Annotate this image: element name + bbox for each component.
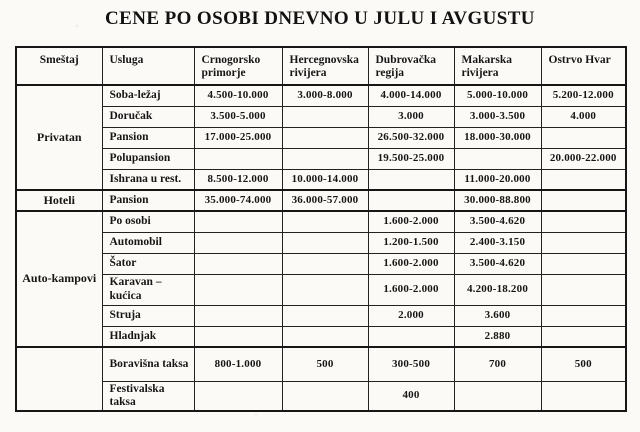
table-row (16, 347, 626, 381)
value-cell: 1.200-1.500 (368, 232, 454, 253)
table-row (16, 274, 626, 305)
header-ostrvo-hvar: Ostrvo Hvar (541, 47, 626, 85)
service-cell: Pansion (102, 127, 194, 148)
value-cell: 10.000-14.000 (282, 169, 368, 190)
value-cell (541, 381, 626, 411)
value-cell: 4.000 (541, 106, 626, 127)
service-cell: Polupansion (102, 148, 194, 169)
value-cell (282, 305, 368, 326)
service-cell: Festivalska taksa (102, 381, 194, 411)
service-cell: Ishrana u rest. (102, 169, 194, 190)
header-dubrovacka-regija: Dubrovačka regija (368, 47, 454, 85)
table-row (16, 232, 626, 253)
value-cell: 11.000-20.000 (454, 169, 541, 190)
value-cell: 3.500-4.620 (454, 211, 541, 232)
value-cell: 18.000-30.000 (454, 127, 541, 148)
value-cell (541, 169, 626, 190)
service-cell: Automobil (102, 232, 194, 253)
value-cell (194, 148, 282, 169)
value-cell: 500 (282, 347, 368, 381)
group-cell-empty (16, 347, 102, 411)
value-cell (541, 253, 626, 274)
value-cell (282, 274, 368, 305)
header-hercegnovska-rivijera: Hercegnovska rivijera (282, 47, 368, 85)
table-row (16, 127, 626, 148)
value-cell: 2.000 (368, 305, 454, 326)
value-cell (194, 253, 282, 274)
value-cell: 800-1.000 (194, 347, 282, 381)
service-cell: Karavan – kućica (102, 274, 194, 305)
value-cell (194, 326, 282, 347)
value-cell (282, 127, 368, 148)
value-cell (282, 326, 368, 347)
header-usluga: Usluga (102, 47, 194, 85)
value-cell (541, 326, 626, 347)
value-cell: 2.400-3.150 (454, 232, 541, 253)
header-smestaj: Smeštaj (16, 47, 102, 85)
value-cell: 3.600 (454, 305, 541, 326)
value-cell: 4.000-14.000 (368, 85, 454, 106)
service-cell: Pansion (102, 190, 194, 211)
value-cell (541, 305, 626, 326)
table-row (16, 190, 626, 211)
table-row (16, 381, 626, 411)
value-cell: 300-500 (368, 347, 454, 381)
table-row (16, 169, 626, 190)
value-cell (282, 253, 368, 274)
value-cell: 1.600-2.000 (368, 274, 454, 305)
value-cell (282, 148, 368, 169)
value-cell (282, 106, 368, 127)
value-cell: 1.600-2.000 (368, 211, 454, 232)
value-cell (541, 190, 626, 211)
value-cell (541, 127, 626, 148)
table-row (16, 326, 626, 347)
table-row (16, 106, 626, 127)
value-cell: 2.880 (454, 326, 541, 347)
value-cell (194, 381, 282, 411)
value-cell: 400 (368, 381, 454, 411)
table-row (16, 253, 626, 274)
value-cell (194, 232, 282, 253)
value-cell (541, 274, 626, 305)
group-cell-hoteli: Hoteli (16, 190, 102, 211)
service-cell: Boravišna taksa (102, 347, 194, 381)
value-cell: 19.500-25.000 (368, 148, 454, 169)
table-row (16, 211, 626, 232)
value-cell (194, 305, 282, 326)
table-row (16, 148, 626, 169)
page-title: CENE PO OSOBI DNEVNO U JULU I AVGUSTU (105, 8, 535, 29)
value-cell: 20.000-22.000 (541, 148, 626, 169)
service-cell: Po osobi (102, 211, 194, 232)
value-cell: 4.500-10.000 (194, 85, 282, 106)
group-cell-auto-kampovi: Auto-kampovi (16, 211, 102, 347)
header-crnogorsko-primorje: Crnogorsko primorje (194, 47, 282, 85)
value-cell: 36.000-57.000 (282, 190, 368, 211)
value-cell (282, 381, 368, 411)
table-row (16, 85, 626, 106)
value-cell: 3.000-8.000 (282, 85, 368, 106)
service-cell: Šator (102, 253, 194, 274)
table-row (16, 305, 626, 326)
value-cell: 500 (541, 347, 626, 381)
value-cell: 700 (454, 347, 541, 381)
value-cell: 3.000 (368, 106, 454, 127)
value-cell (282, 211, 368, 232)
value-cell: 8.500-12.000 (194, 169, 282, 190)
value-cell: 3.000-3.500 (454, 106, 541, 127)
value-cell (368, 190, 454, 211)
value-cell (194, 211, 282, 232)
value-cell: 17.000-25.000 (194, 127, 282, 148)
value-cell: 5.000-10.000 (454, 85, 541, 106)
value-cell (194, 274, 282, 305)
header-row (16, 47, 626, 85)
service-cell: Struja (102, 305, 194, 326)
value-cell (368, 326, 454, 347)
value-cell (368, 169, 454, 190)
value-cell: 3.500-5.000 (194, 106, 282, 127)
value-cell (541, 211, 626, 232)
prices-table (15, 46, 627, 412)
service-cell: Soba-ležaj (102, 85, 194, 106)
value-cell: 4.200-18.200 (454, 274, 541, 305)
service-cell: Hladnjak (102, 326, 194, 347)
value-cell: 35.000-74.000 (194, 190, 282, 211)
value-cell (282, 232, 368, 253)
value-cell: 3.500-4.620 (454, 253, 541, 274)
value-cell: 26.500-32.000 (368, 127, 454, 148)
header-makarska-rivijera: Makarska rivijera (454, 47, 541, 85)
value-cell: 30.000-88.800 (454, 190, 541, 211)
value-cell: 1.600-2.000 (368, 253, 454, 274)
value-cell (454, 381, 541, 411)
value-cell (454, 148, 541, 169)
service-cell: Doručak (102, 106, 194, 127)
group-cell-privatan: Privatan (16, 85, 102, 190)
value-cell: 5.200-12.000 (541, 85, 626, 106)
value-cell (541, 232, 626, 253)
